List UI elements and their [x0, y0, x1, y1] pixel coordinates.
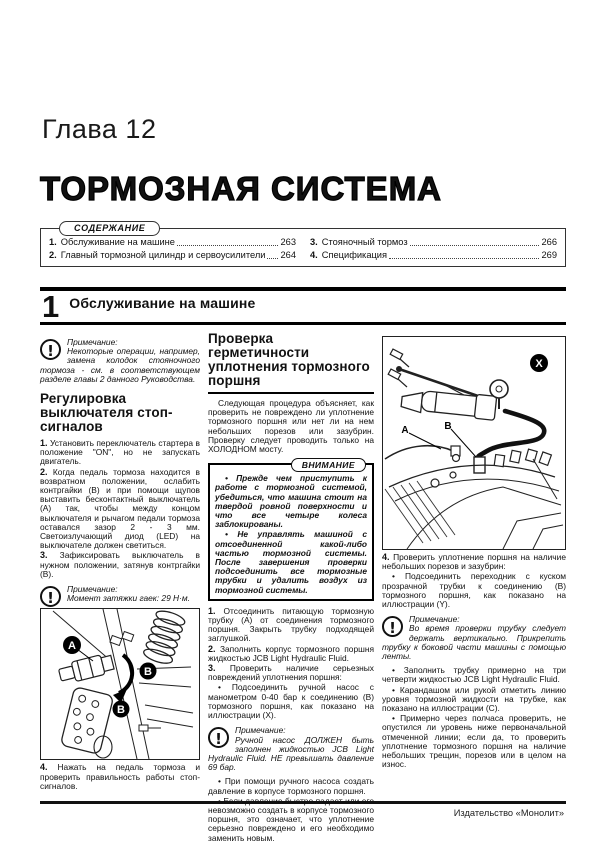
exclamation-icon [40, 339, 61, 360]
bullet-item: • Если давление быстро падает или его невозможно создать в корпусе тормозного поршня, это означает, что уплотнение серьезно повреждено и его необходимо заменить новым. [208, 795, 374, 843]
page-title: ТОРМОЗНАЯ СИСТЕМА [40, 170, 443, 207]
step-text: Когда педаль тормоза находится в возвратном положении, ослабить контргайки (B) и при помощи щупов выставить бесконтактный выключатель (A) так, чтобы между концом выключателя и рычагом педали тормоза оставался зазор 2 - 3 мм. Светоизлучающий диод (LED) на выключателе должен светиться. [40, 466, 200, 551]
note-block [40, 585, 200, 603]
section-header [40, 287, 566, 325]
procedure-step [40, 551, 200, 579]
figure-brake-pedal-switch [40, 608, 200, 760]
toc-tab-label: СОДЕРЖАНИЕ [59, 221, 160, 236]
note-label: Примечание: [235, 725, 286, 736]
section-title: Обслуживание на машине [69, 295, 256, 311]
toc-item [310, 237, 557, 248]
figure-label-b: B [117, 704, 125, 717]
note-label: Примечание: [67, 337, 118, 347]
step-text: Проверить наличие серьезных повреждений уплотнения поршня: [208, 663, 374, 683]
step-text: Отсоединить питающую тормозную трубку (A) от соединения тормозного поршня. Закрыть трубку подходящей заглушкой. [208, 605, 374, 644]
warning-item: • Не управлять машиной с отсоединенной какой-либо частью тормозной системы. После завершения проверки подсоединить все тормозные трубки и удалить воздух из тормозной системы. [215, 529, 367, 595]
note-label: Примечание: [67, 584, 118, 595]
step-number: 2. [208, 643, 216, 654]
table-of-contents [40, 223, 566, 267]
step-number: 4. [382, 552, 390, 562]
step-number: 1. [40, 438, 48, 449]
toc-item [49, 250, 296, 261]
step-number: 2. [40, 466, 48, 477]
note-block [382, 615, 566, 661]
step-number: 1. [208, 605, 216, 616]
toc-item-label: Спецификация [321, 250, 388, 260]
toc-item-number: 2. [49, 250, 57, 260]
note-block [40, 338, 200, 384]
toc-page-number: 264 [280, 250, 296, 260]
bullet-item: • Заполнить трубку примерно на три четверти жидкостью JCB Light Hydraulic Fluid. [382, 665, 566, 685]
toc-item-label: Главный тормозной цилиндр и сервоусилители [60, 250, 266, 260]
chapter-label: Глава 12 [42, 114, 157, 144]
note-text: Ручной насос ДОЛЖЕН быть заполнен жидкостью JCB Light Hydraulic Fluid. НЕ превышать давление 69 бар. [208, 734, 374, 773]
bullet-item: • Примерно через полчаса проверить, не опустился ли уровень ниже первоначальной отмеченной линии; если да, то проверить уплотнение тормозного поршня на наличие небольших трещин, порезов или в целом на износ. [382, 713, 566, 770]
footer-divider [40, 801, 566, 804]
step-text: Установить переключатель стартера в положение "ON", но не запускать двигатель. [40, 438, 201, 467]
note-text: Момент затяжки гаек: 29 Н·м. [67, 593, 190, 604]
subsection-heading: Проверка герметичности уплотнения тормозного поршня [208, 332, 374, 394]
warning-box [208, 460, 374, 601]
intro-paragraph: Следующая процедура объясняет, как проверить не повреждено ли уплотнение тормозного поршня или нет ли на нем небольших порезов или зазубрин. Проверку следует проводить только на ХОЛОДНОМ мосту. [208, 398, 374, 455]
note-label: Примечание: [409, 614, 460, 625]
step-text: Нажать на педаль тормоза и проверить правильность работы стоп-сигналов. [40, 762, 201, 791]
toc-leader-dots [267, 258, 278, 259]
warning-tab-label: ВНИМАНИЕ [291, 458, 366, 472]
figure-hand-pump-test [382, 336, 566, 550]
toc-page-number: 263 [280, 237, 296, 247]
subsection-heading: Регулировка выключателя стоп-сигналов [40, 391, 173, 435]
note-text: Некоторые операции, например, замена колодок стояночного тормоза - см. в соответствующем разделе главы 2 данного Руководства. [40, 346, 200, 384]
bullet-item: • Карандашом или рукой отметить линию уровня тормозной жидкости на трубке, как показано на иллюстрации (C). [382, 684, 566, 714]
figure-label-a: A [401, 425, 409, 436]
bullet-item: • Подсоединить переходник с куском прозрачной трубки к соединению (B) тормозного поршня, как показано на иллюстрации (Y). [382, 571, 566, 610]
column-left [40, 332, 200, 798]
toc-item-number: 4. [310, 250, 318, 260]
hand-pump-illustration [383, 337, 564, 549]
figure-label-x: X [535, 358, 543, 370]
toc-page-number: 266 [541, 237, 557, 247]
procedure-step [208, 607, 374, 644]
procedure-step [208, 664, 374, 682]
bullet-item: • При помощи ручного насоса создать давление в корпусе тормозного поршня. [208, 776, 374, 796]
figure-label-b: B [144, 666, 152, 679]
toc-item-label: Обслуживание на машине [60, 237, 175, 247]
step-text: Зафиксировать выключатель в нужном положении, затянув контргайки (B). [40, 550, 200, 579]
exclamation-icon [208, 727, 229, 748]
pedal-switch-illustration [41, 609, 198, 759]
step-number: 4. [40, 762, 48, 773]
toc-item [49, 237, 296, 248]
toc-list [49, 237, 557, 261]
toc-leader-dots [389, 258, 539, 259]
exclamation-icon [40, 586, 61, 607]
warning-item: • Прежде чем приступить к работе с тормозной системой, убедиться, что машина стоит на твердой ровной поверхности и что все четыре колеса заблокированы. [215, 473, 367, 530]
figure-label-a: A [68, 640, 76, 653]
toc-item [310, 250, 557, 261]
procedure-step [40, 468, 200, 551]
step-text: Заполнить корпус тормозного поршня жидкостью JCB Light Hydraulic Fluid. [208, 643, 375, 663]
figure-label-b: B [444, 421, 452, 432]
note-text: Во время проверки трубку следует держать вертикально. Прикрепить трубку к боковой части машины с помощью ленты. [382, 623, 566, 662]
note-block [208, 726, 374, 772]
section-number: 1 [42, 289, 60, 324]
toc-leader-dots [177, 245, 279, 246]
column-middle [208, 331, 375, 843]
toc-leader-dots [410, 245, 540, 246]
column-right [382, 332, 566, 798]
step-number: 3. [40, 550, 48, 561]
procedure-step [382, 553, 566, 571]
procedure-step [40, 439, 200, 467]
step-number: 3. [208, 663, 216, 674]
step-text: Проверить уплотнение поршня на наличие небольших порезов и зазубрин: [382, 552, 566, 572]
procedure-step [208, 645, 374, 663]
toc-item-label: Стояночный тормоз [321, 237, 408, 247]
exclamation-icon [382, 616, 403, 637]
publisher-credit: Издательство «Монолит» [453, 808, 564, 818]
toc-page-number: 269 [541, 250, 557, 260]
toc-item-number: 3. [310, 237, 318, 247]
toc-item-number: 1. [49, 237, 57, 247]
procedure-step [40, 763, 200, 791]
bullet-item: • Подсоединить ручной насос с манометром 0-40 бар к соединению (B) тормозного поршня, как показано на иллюстрации (X). [208, 682, 374, 721]
